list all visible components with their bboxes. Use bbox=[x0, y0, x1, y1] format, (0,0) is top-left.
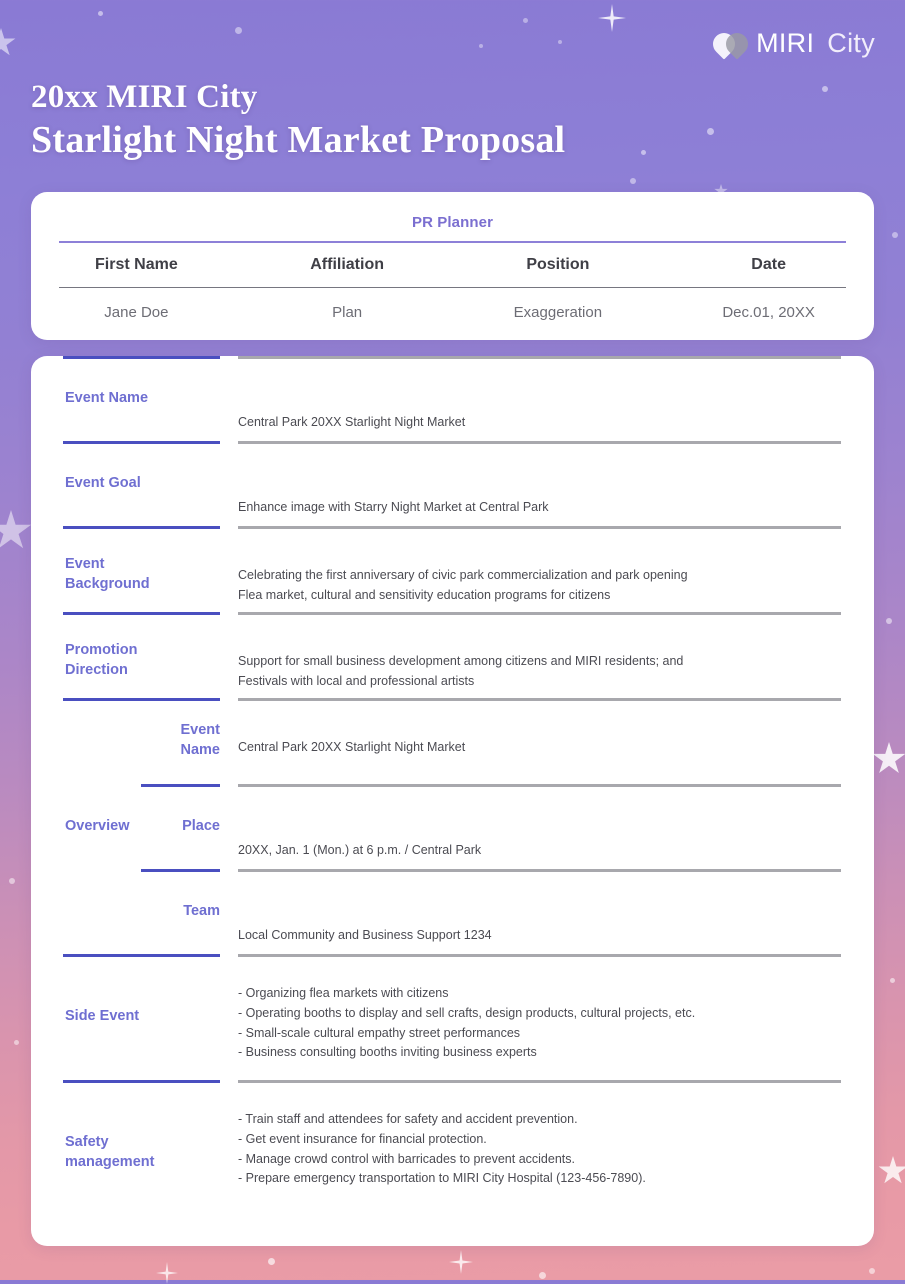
row-value-rule bbox=[238, 612, 841, 615]
proposal-details-card bbox=[31, 356, 874, 1246]
row-label-overview-event-name: Event Name bbox=[180, 722, 220, 758]
row-value-promotion-direction-1: Support for small business development among citizens and MIRI residents; and bbox=[238, 654, 684, 668]
decorative-dot bbox=[558, 40, 562, 44]
row-value-event-background-1: Celebrating the first anniversary of civic park commercialization and park opening bbox=[238, 568, 688, 582]
row-value-overview-place: 20XX, Jan. 1 (Mon.) at 6 p.m. / Central Park bbox=[238, 843, 482, 857]
decorative-dot bbox=[268, 1258, 275, 1265]
row-label-event-background: Event Background bbox=[65, 556, 150, 592]
row-value-promotion-direction-2: Festivals with local and professional artists bbox=[238, 673, 475, 688]
table-row bbox=[31, 441, 874, 526]
decorative-dot bbox=[886, 618, 892, 624]
pr-planner-col-affiliation: Affiliation bbox=[310, 256, 384, 273]
row-value-side-event-4: - Business consulting booths inviting business experts bbox=[238, 1045, 537, 1060]
brand-sub: City bbox=[827, 28, 875, 58]
row-value-event-background-2: Flea market, cultural and sensitivity education programs for citizens bbox=[238, 587, 611, 602]
overview-subrows bbox=[31, 698, 874, 954]
table-row bbox=[31, 1080, 874, 1210]
decorative-dot bbox=[479, 44, 483, 48]
pr-planner-value-first-name: Jane Doe bbox=[104, 304, 169, 321]
table-row bbox=[31, 698, 874, 784]
page-title bbox=[31, 78, 565, 163]
row-accent-bar bbox=[63, 526, 220, 529]
row-value-rule bbox=[238, 698, 841, 701]
row-value-rule bbox=[238, 1080, 841, 1083]
pr-planner-value-date: Dec.01, 20XX bbox=[722, 304, 815, 321]
row-accent-bar bbox=[63, 1080, 220, 1083]
two-petal-heart-logo-icon bbox=[713, 32, 749, 56]
row-value-overview-event-name: Central Park 20XX Starlight Night Market bbox=[238, 740, 466, 754]
row-value-safety-4: - Prepare emergency transportation to MIRI City Hospital (123-456-7890). bbox=[238, 1171, 646, 1186]
page-title-line1: 20xx MIRI City bbox=[31, 79, 258, 115]
star-icon bbox=[872, 742, 905, 776]
pr-planner-col-first-name: First Name bbox=[95, 256, 178, 273]
row-value-rule bbox=[238, 526, 841, 529]
row-value-rule bbox=[238, 356, 841, 359]
pr-planner-header-row bbox=[31, 243, 874, 287]
row-value-rule bbox=[238, 954, 841, 957]
row-label-event-name: Event Name bbox=[65, 389, 149, 406]
row-accent-bar bbox=[141, 784, 220, 787]
decorative-dot bbox=[539, 1272, 546, 1279]
pr-planner-value-affiliation: Plan bbox=[332, 304, 363, 321]
star-icon bbox=[878, 1156, 905, 1186]
sparkle-icon bbox=[449, 1250, 473, 1274]
table-row bbox=[31, 612, 874, 698]
decorative-dot bbox=[707, 128, 714, 135]
decorative-dot bbox=[523, 18, 528, 23]
overview-group bbox=[31, 698, 874, 954]
row-accent-bar bbox=[63, 356, 220, 359]
row-label-side-event: Side Event bbox=[65, 1008, 140, 1025]
star-icon bbox=[0, 510, 32, 552]
row-value-overview-team: Local Community and Business Support 1234 bbox=[238, 928, 492, 942]
row-accent-bar bbox=[141, 869, 220, 872]
row-value-event-name: Central Park 20XX Starlight Night Market bbox=[238, 415, 466, 429]
row-accent-bar bbox=[63, 612, 220, 615]
row-label-event-goal: Event Goal bbox=[65, 474, 141, 491]
row-accent-bar bbox=[63, 954, 220, 957]
row-value-side-event-1: - Organizing flea markets with citizens bbox=[238, 986, 449, 1000]
row-value-safety-1: - Train staff and attendees for safety and accident prevention. bbox=[238, 1112, 578, 1126]
table-row bbox=[31, 784, 874, 869]
row-label-overview: Overview bbox=[65, 818, 130, 834]
row-value-rule bbox=[238, 869, 841, 872]
row-value-safety-3: - Manage crowd control with barricades to prevent accidents. bbox=[238, 1151, 575, 1166]
decorative-dot bbox=[235, 27, 242, 34]
decorative-dot bbox=[641, 150, 646, 155]
sparkle-icon bbox=[156, 1262, 178, 1284]
decorative-dot bbox=[630, 178, 636, 184]
brand-name: MIRI bbox=[756, 28, 815, 58]
page-title-line2: Starlight Night Market Proposal bbox=[31, 118, 566, 161]
row-value-safety-2: - Get event insurance for financial protection. bbox=[238, 1131, 487, 1146]
pr-planner-value-position: Exaggeration bbox=[513, 304, 603, 321]
table-row bbox=[31, 356, 874, 441]
brand-logo bbox=[713, 28, 875, 59]
row-value-rule bbox=[238, 441, 841, 444]
pr-planner-col-position: Position bbox=[526, 256, 590, 273]
pr-planner-title: PR Planner bbox=[411, 214, 494, 231]
row-label-overview-team: Team bbox=[183, 902, 220, 919]
table-row bbox=[31, 526, 874, 612]
row-label-safety-management: Safety management bbox=[65, 1134, 155, 1170]
decorative-dot bbox=[822, 86, 828, 92]
decorative-dot bbox=[892, 232, 898, 238]
pr-planner-value-row bbox=[31, 288, 874, 321]
row-accent-bar bbox=[63, 441, 220, 444]
row-label-promotion-direction: Promotion Direction bbox=[65, 642, 138, 678]
sparkle-icon bbox=[598, 4, 626, 32]
pr-planner-card bbox=[31, 192, 874, 340]
decorative-dot bbox=[98, 11, 103, 16]
row-value-event-goal: Enhance image with Starry Night Market at Central Park bbox=[238, 500, 549, 514]
row-label-overview-place: Place bbox=[182, 817, 220, 834]
star-icon bbox=[0, 28, 16, 58]
table-row bbox=[31, 869, 874, 954]
row-value-side-event-2: - Operating booths to display and sell crafts, design products, cultural projects, etc. bbox=[238, 1005, 696, 1020]
row-value-rule bbox=[238, 784, 841, 787]
decorative-dot bbox=[9, 878, 15, 884]
pr-planner-col-date: Date bbox=[751, 256, 786, 273]
table-row bbox=[31, 954, 874, 1080]
proposal-rows bbox=[31, 356, 874, 1210]
row-value-side-event-3: - Small-scale cultural empathy street performances bbox=[238, 1025, 521, 1040]
decorative-dot bbox=[14, 1040, 19, 1045]
decorative-dot bbox=[869, 1268, 875, 1274]
decorative-dot bbox=[890, 978, 895, 983]
